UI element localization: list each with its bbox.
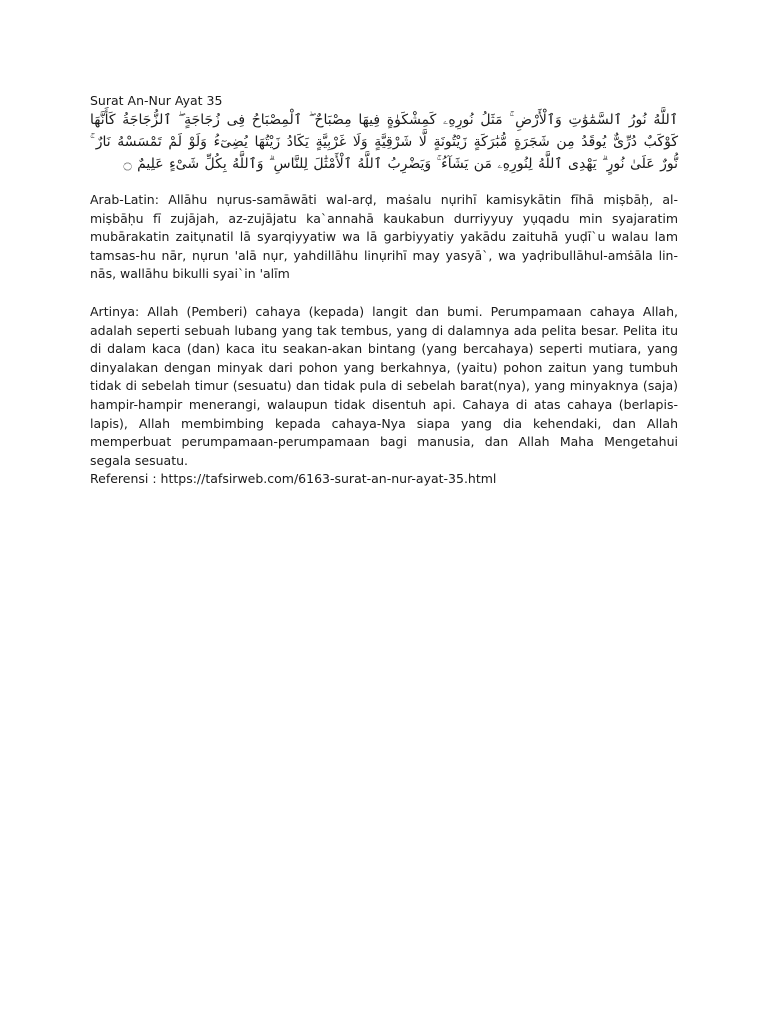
document-title: Surat An-Nur Ayat 35 (90, 93, 223, 108)
reference-link[interactable]: https://tafsirweb.com/6163-surat-an-nur-ayat-35.html (160, 471, 497, 487)
reference-label: Referensi : (90, 471, 157, 487)
meaning-label: Artinya: (90, 303, 140, 319)
paragraph-spacer (90, 284, 678, 303)
arabic-verse: ٱللَّهُ نُورُ ٱلسَّمَٰوَٰتِ وَٱلْأَرْضِ ۚ مَثَلُ نُورِهِۦ كَمِشْكَوٰةٍ فِيهَا مِصْبَاحٌ ۖ ٱلْمِصْبَاحُ فِى زُجَاجَةٍ ۖ ٱلزُّجَاجَةُ كَأَنَّهَا كَوْكَبٌ دُرِّىٌّ يُوقَدُ مِن شَجَرَةٍ مُّبَٰرَكَةٍ زَيْتُونَةٍ لَّا شَرْقِيَّةٍ وَلَا غَرْبِيَّةٍ يَكَادُ زَيْتُهَا يُضِىٓءُ وَلَوْ لَمْ تَمْسَسْهُ نَارٌ ۚ نُّورٌ عَلَىٰ نُورٍ ۗ يَهْدِى ٱللَّهُ لِنُورِهِۦ مَن يَشَآءُ ۚ وَيَضْرِبُ ٱللَّهُ ٱلْأَمْثَٰلَ لِلنَّاسِ ۗ وَٱللَّهُ بِكُلِّ شَىْءٍ عَلِيمٌ ۝ (90, 112, 678, 172)
reference-line (90, 470, 678, 489)
document-page (90, 93, 678, 489)
latin-transliteration (90, 191, 678, 284)
translation-paragraph (90, 303, 678, 470)
meaning-text: Allah (Pemberi) cahaya (kepada) langit dan bumi. Perumpamaan cahaya Allah, adalah seperti sebuah lubang yang tak tembus, yang di dalamnya ada pelita besar. Pelita itu di dalam kaca (dan) kaca itu seakan-akan bintang (yang bercahaya) seperti mutiara, yang dinyalakan dengan minyak dari pohon yang berkahnya, (yaitu) pohon zaitun yang tumbuh tidak di sebelah timur (sesuatu) dan tidak pula di sebelah barat(nya), yang minyaknya (saja) hampir-hampir menerangi, walaupun tidak disentuh api. Cahaya di atas cahaya (berlapis-lapis), Allah membimbing kepada cahaya-Nya siapa yang dia kehendaki, dan Allah memperbuat perumpamaan-perumpamaan bagi manusia, dan Allah Maha Mengetahui segala sesuatu. (90, 303, 678, 468)
latin-text: Allāhu nụrus-samāwāti wal-arḍ, maṡalu nụrihī kamisykātin fīhā miṣbāḥ, al-miṣbāḥu fī zujājah, az-zujājatu ka`annahā kaukabun durriyyuy yụqadu min syajaratim mubārakatin zaitụnatil lā syarqiyyatiw wa lā garbiyyatiy yakādu zaituhā yuḍī`u walau lam tamsas-hu nār, nụrun 'alā nụr, yahdillāhu linụrihī may yasyā`, wa yaḍribullāhul-amṡāla lin-nās, wallāhu bikulli syai`in 'alīm (90, 192, 679, 282)
latin-label: Arab-Latin: (90, 192, 159, 207)
